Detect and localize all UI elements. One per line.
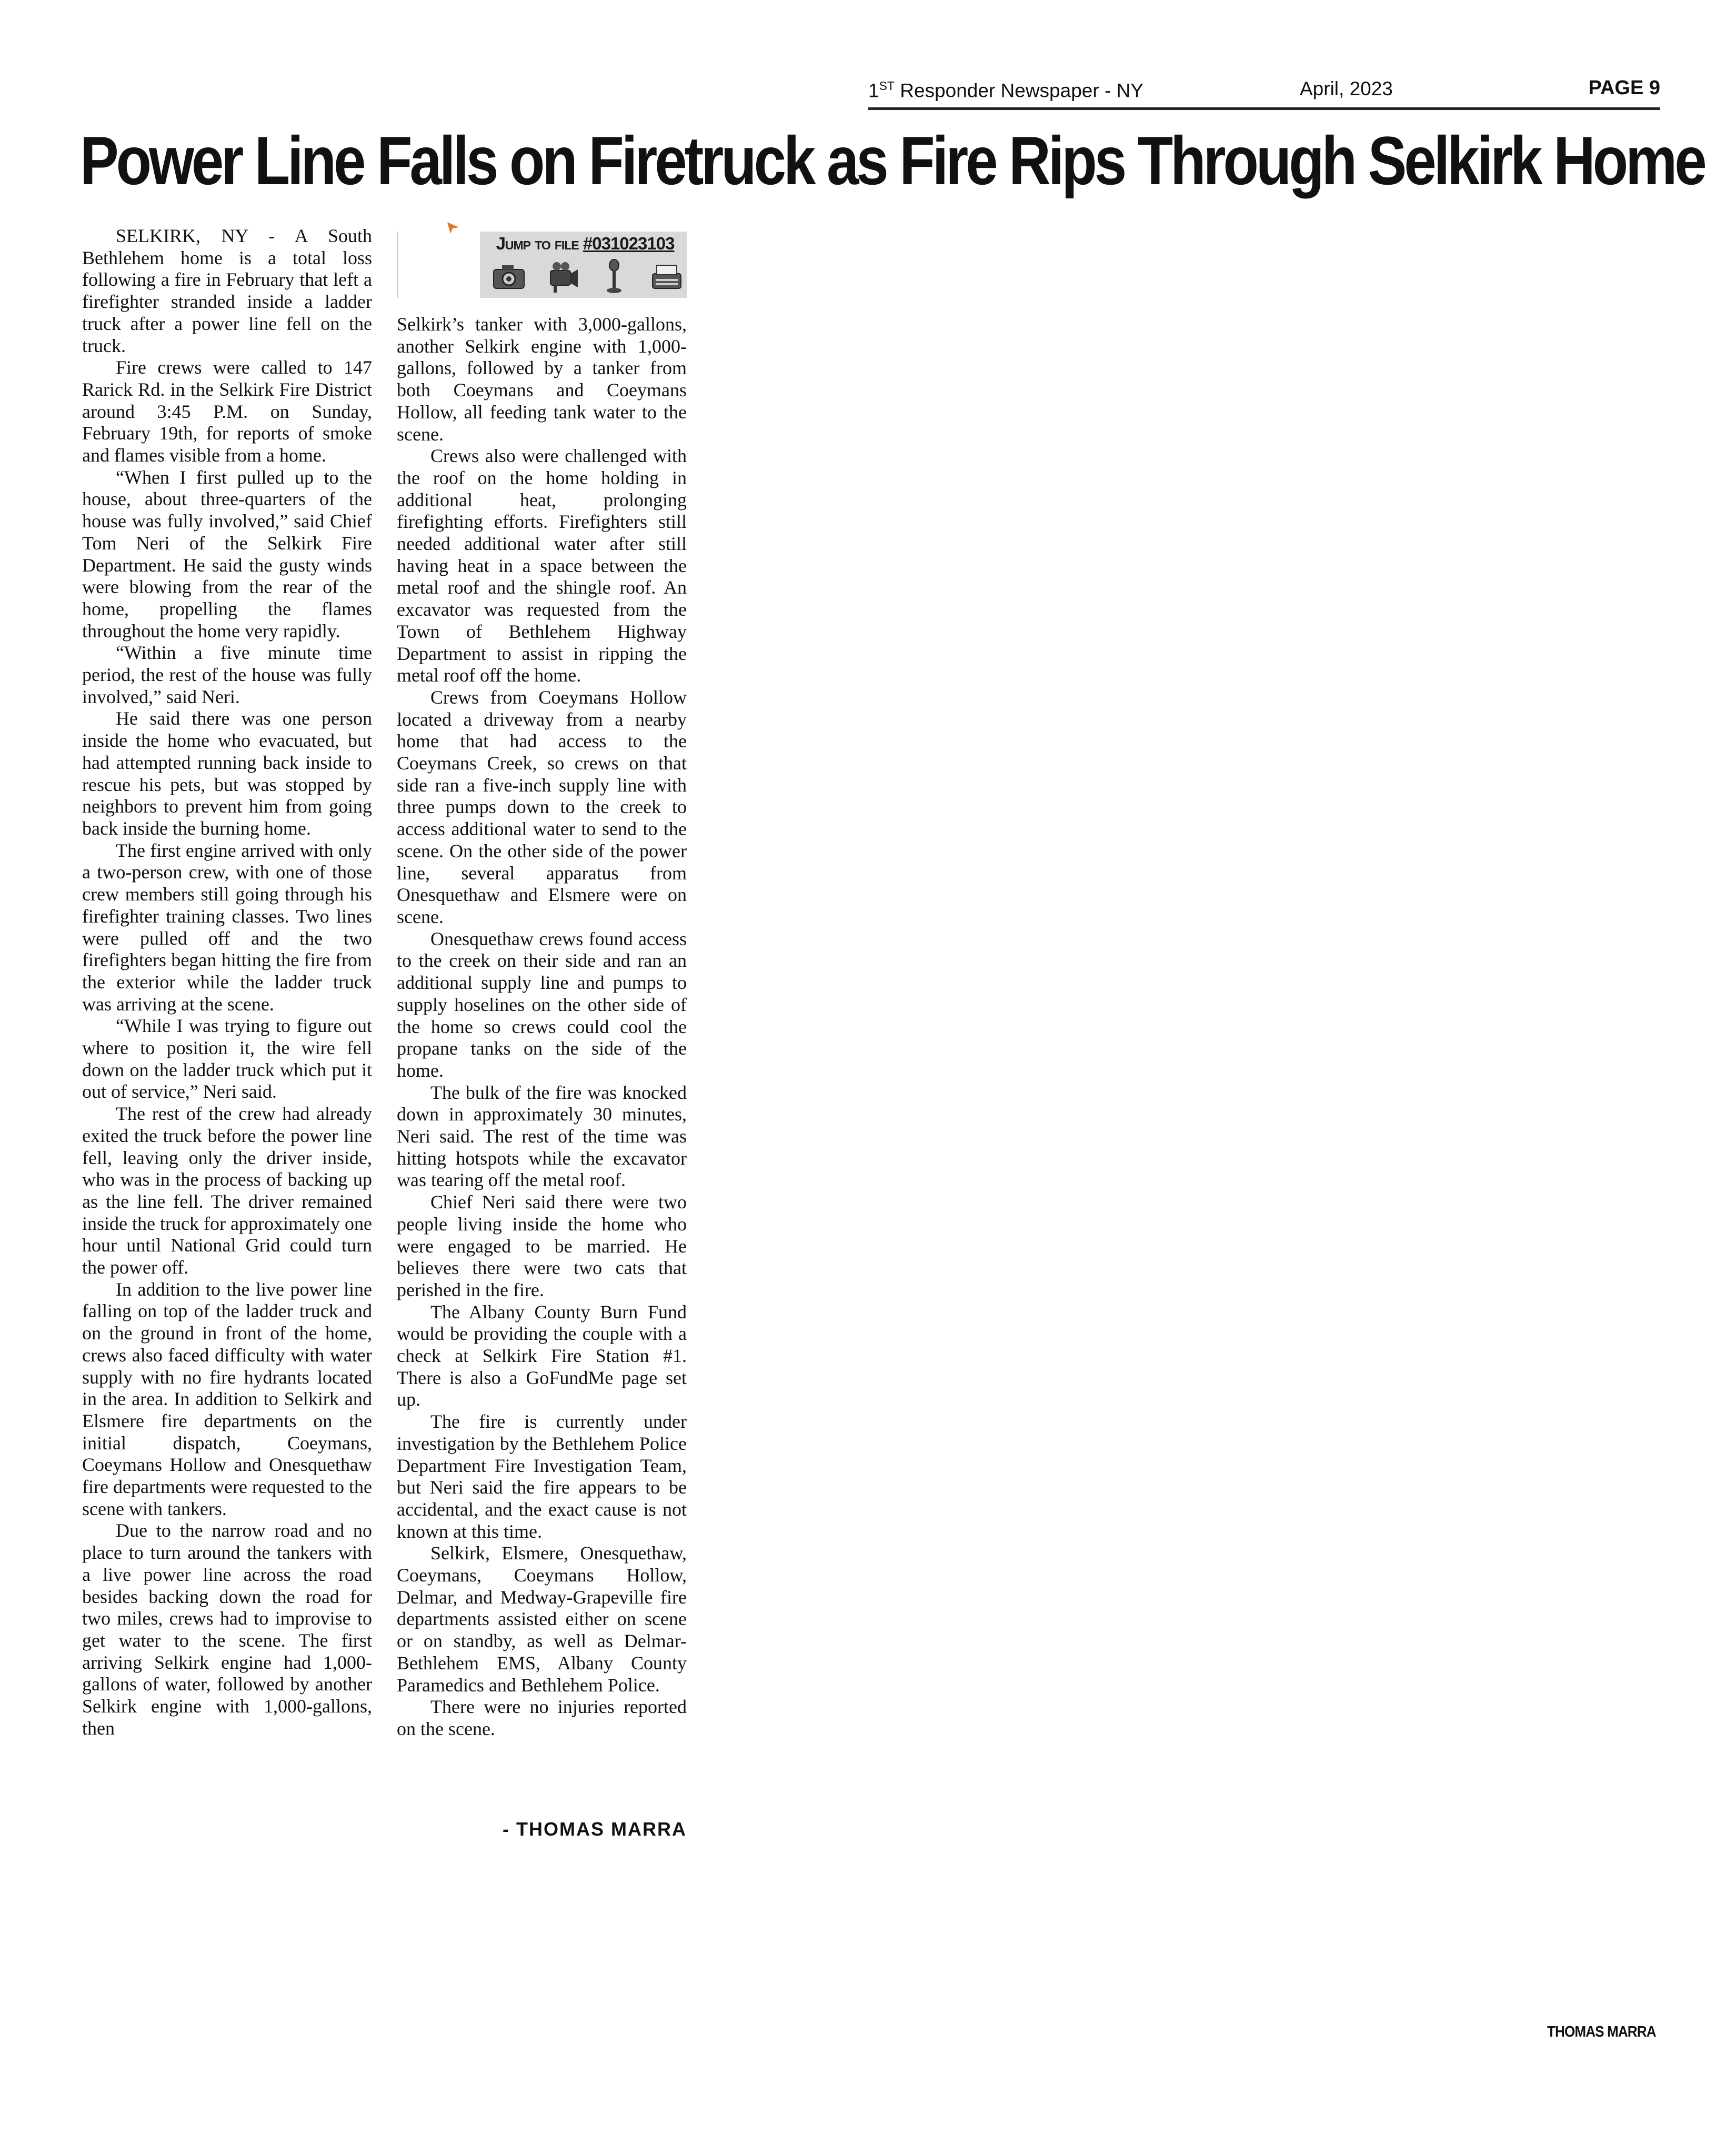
paragraph: Selkirk, Elsmere, Onesquethaw, Coeymans, Coeymans Hollow, Delmar, and Medway-Grapeville fire departments assisted either on scene or on standby, as well as Delmar-Bethlehem EMS, Albany County Paramedics and Bethlehem Police. (397, 1542, 687, 1696)
paragraph: The bulk of the fire was knocked down in approximately 30 minutes, Neri said. The rest of the time was hitting hotspots while the excavator was tearing off the metal roof. (397, 1081, 687, 1191)
paragraph: “While I was trying to figure out where to position it, the wire fell down on the ladder truck which put it out of service,” Neri said. (82, 1015, 372, 1103)
arrow-icon (445, 220, 461, 236)
paragraph: He said there was one person inside the home who evacuated, but had attempted running back inside to rescue his pets, but was stopped by neighbors to prevent him from going back inside the burning home. (82, 708, 372, 839)
paragraph: Onesquethaw crews found access to the creek on their side and ran an additional supply line and pumps to supply hoselines on the other side of the home so crews could cool the propane tanks on the side of the home. (397, 928, 687, 1081)
paragraph: Due to the narrow road and no place to turn around the tankers with a live power line across the road besides backing down the road for two miles, crews had to improvise to get water to the scene. The first arriving Selkirk engine had 1,000-gallons of water, followed by another Selkirk engine with 1,000-gallons, then (82, 1520, 372, 1739)
paragraph: The first engine arrived with only a two-person crew, with one of those crew members still going through his firefighter training classes. Two lines were pulled off and the two firefighters began hitting the fire from the exterior while the ladder truck was arriving at the scene. (82, 839, 372, 1015)
photo-credit: THOMAS MARRA (1547, 2023, 1656, 2040)
typewriter-icon[interactable] (648, 258, 685, 295)
article-headline: Power Line Falls on Firetruck as Fire Rips Through Selkirk Home (80, 122, 1704, 199)
paragraph: Fire crews were called to 147 Rarick Rd. in the Selkirk Fire District around 3:45 P.M. on Sunday, February 19th, for reports of smoke and flames visible from a home. (82, 357, 372, 466)
jump-label-prefix: Jump to file (496, 234, 583, 253)
jump-box-frame (397, 232, 398, 298)
camera-icon[interactable] (490, 258, 527, 295)
paragraph: Crews also were challenged with the roof on the home holding in additional heat, prolonging firefighting efforts. Firefighters still needed additional water after still having heat in a space between the metal roof and the shingle roof. An excavator was requested from the Town of Bethlehem Highway Department to assist in ripping the metal roof off the home. (397, 445, 687, 686)
paragraph: Chief Neri said there were two people living inside the home who were engaged to be married. He believes there were two cats that perished in the fire. (397, 1191, 687, 1300)
issue-date: April, 2023 (1300, 78, 1393, 99)
newspaper-name: 1ST Responder Newspaper - NY (868, 79, 1143, 102)
paragraph: There were no injuries reported on the scene. (397, 1696, 687, 1739)
jump-panel (480, 232, 687, 298)
page-header (868, 78, 1660, 110)
paragraph: “When I first pulled up to the house, about three-quarters of the house was fully involved,” said Chief Tom Neri of the Selkirk Fire Department. He said the gusty winds were blowing from the rear of the home, propelling the flames throughout the home very rapidly. (82, 466, 372, 642)
video-camera-icon[interactable] (543, 258, 580, 295)
microphone-icon[interactable] (596, 258, 633, 295)
paragraph: SELKIRK, NY - A South Bethlehem home is a total loss following a fire in February that left a firefighter stranded inside a ladder truck after a power line fell on the truck. (82, 225, 372, 356)
paragraph: The Albany County Burn Fund would be providing the couple with a check at Selkirk Fire Station #1. There is also a GoFundMe page set up. (397, 1301, 687, 1410)
jump-to-file-box[interactable] (397, 232, 687, 298)
page-number: PAGE 9 (1588, 77, 1660, 99)
article-byline: - THOMAS MARRA (503, 1818, 687, 1840)
continued-paragraph: Selkirk’s tanker with 3,000-gallons, another Selkirk engine with 1,000-gallons, followed by a tanker from both Coeymans and Coeymans Hollow, all feeding tank water to the scene. (397, 314, 687, 445)
article-column-2 (397, 314, 687, 1740)
paragraph: In addition to the live power line falling on top of the ladder truck and on the ground in front of the home, crews also faced difficulty with water supply with no fire hydrants located in the area. In addition to Selkirk and Elsmere fire departments on the initial dispatch, Coeymans, Coeymans Hollow and Onesquethaw fire departments were requested to the scene with tankers. (82, 1278, 372, 1519)
paragraph: “Within a five minute time period, the rest of the house was fully involved,” said Neri. (82, 642, 372, 707)
paragraph: Crews from Coeymans Hollow located a driveway from a nearby home that had access to the Coeymans Creek, so crews on that side ran a five-inch supply line with three pumps down to the creek to access additional water to send to the scene. On the other side of the power line, several apparatus from Onesquethaw and Elsmere were on scene. (397, 686, 687, 927)
paragraph: The fire is currently under investigation by the Bethlehem Police Department Fire Investigation Team, but Neri said the fire appears to be accidental, and the exact cause is not known at this time. (397, 1411, 687, 1542)
jump-label[interactable] (485, 234, 685, 254)
media-icons (490, 258, 680, 295)
paragraph: The rest of the crew had already exited the truck before the power line fell, leaving only the driver inside, who was in the process of backing up as the line fell. The driver remained inside the truck for approximately one hour until National Grid could turn the power off. (82, 1103, 372, 1278)
article-column-1 (82, 225, 372, 1740)
file-number-link[interactable]: #031023103 (583, 234, 675, 253)
